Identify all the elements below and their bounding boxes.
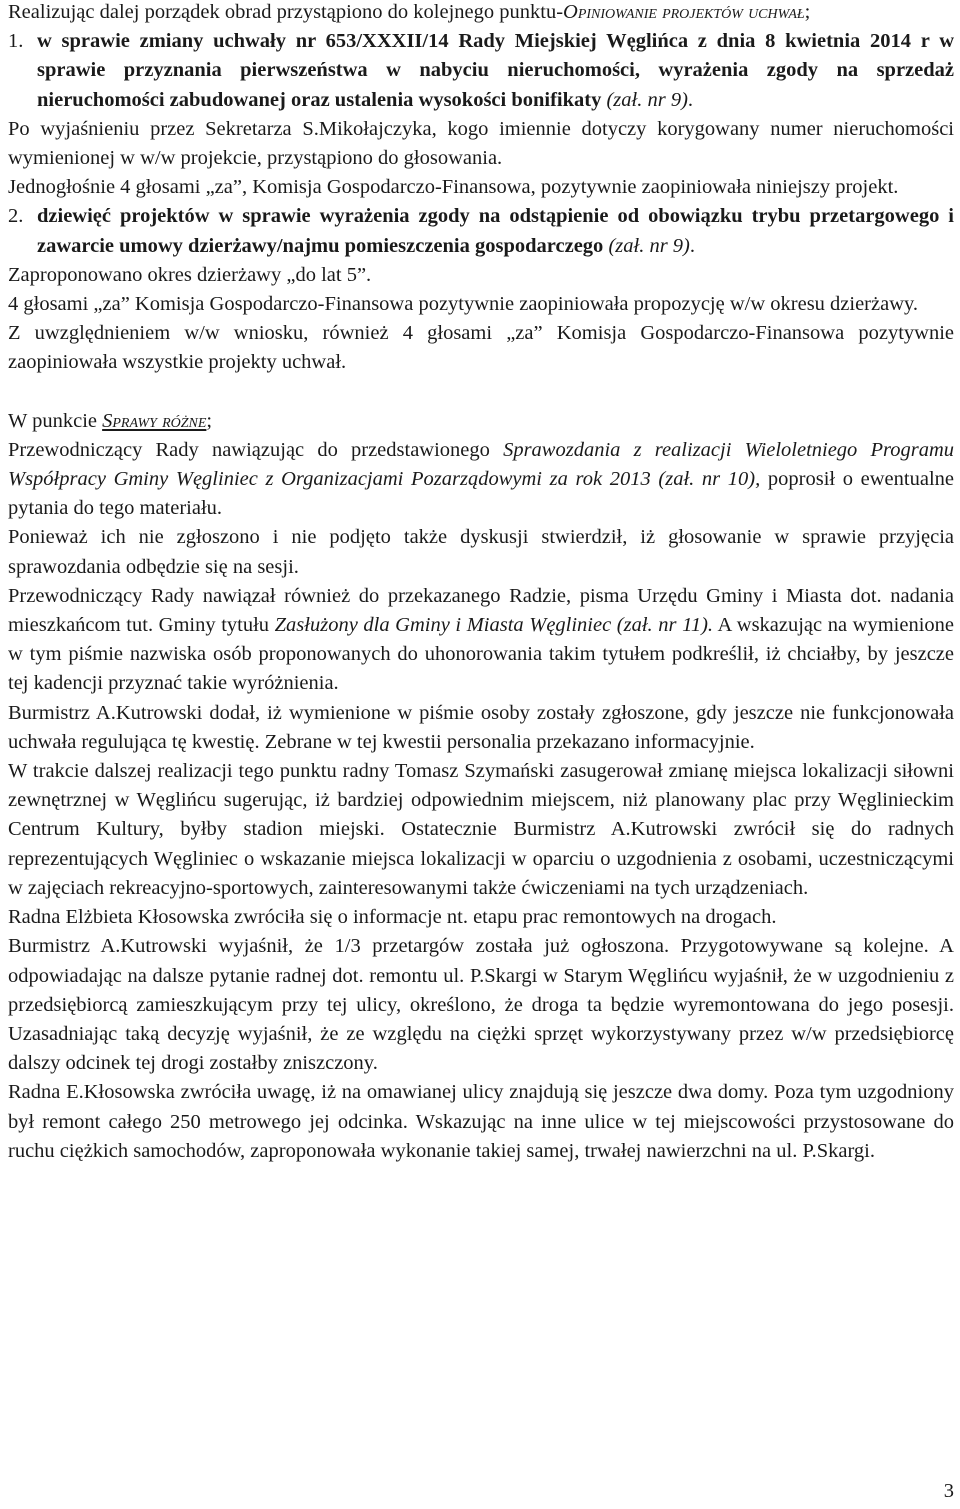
item-end: . [687,88,694,111]
klosowska-paragraph-1: Radna Elżbieta Kłosowska zwróciła się o informacje nt. etapu prac remontowych na drogach. [8,906,777,929]
klosowska-paragraph-2: Radna E.Kłosowska zwróciła uwagę, iż na omawianej ulicy znajdują się jeszcze dwa domy. Poza tym uzgodniony był remont całego 250 metrowego jej odcinka. Wskazując na inne ulice w tej miejscowości przystosowane do ruchu ciężkich samochodów, zaproponowała wykonanie takiej samej, trwałej nawierzchni na ul. P.Skargi. [8,1081,954,1162]
misc-heading [8,407,954,436]
mayor-paragraph-2: Burmistrz A.Kutrowski wyjaśnił, że 1/3 przetargów została już ogłoszona. Przygotowywane są kolejne. A odpowiadając na dalsze pytanie radnej dot. remontu ul. P.Skargi w Starym Węglińcu wyjaśnił, że w uzgodnieniu z przedsiębiorcą zamieszkującym przy tej ulicy, określono, że droga ta będzie wyremontowana do jego posesji. Uzasadniając taką decyzję wyjaśnił, że ze względu na ciężki sprzęt wykorzystywany przez w/w przedsiębiorcę dalszy odcinek tej drogi zostałby zniszczony. [8,935,954,1075]
page-number: 3 [943,1480,954,1502]
report-title: Sprawozdania z realizacji Wieloletniego Programu Współpracy Gminy Węgliniec z Organizacjami Pozarządowymi za rok 2013 (zał. nr 10), [8,438,955,491]
item-end: . [689,234,695,257]
mayor-paragraph-1: Burmistrz A.Kutrowski dodał, iż wymienione w piśmie osoby zostały zgłoszone, gdy jeszcze nie funkcjonowała uchwała regulująca tę kwestię. Zebrane w tej kwestii personalia przekazano informacyjnie. [8,701,954,753]
all-projects-paragraph: Z uwzględnieniem w/w wniosku, również 4 głosami „za” Komisja Gospodarczo-Finansowa pozytywnie zaopiniowała wszystkie projekty uchwał. [8,322,954,374]
section-name: Sprawy różne [102,409,207,432]
attachment-reference: (zał. nr 9) [606,88,688,111]
section-name: Opiniowanie projektów uchwał [563,1,805,23]
four-votes-paragraph: 4 głosami „za” Komisja Gospodarczo-Finansowa pozytywnie zaopiniowała propozycję w/w okresu dzierżawy. [8,293,919,316]
misc-heading-suffix: ; [206,409,213,432]
item-number: 1. [8,30,24,53]
letter-text-end: A wskazując na wymienione w tym piśmie nazwiska osób proponowanych do uhonorowania takim tytułem podkreślił, iż chciałby, by jeszcze tej kadencji przyznać takie wyróżnienia. [8,614,955,695]
agenda-item-2 [8,202,954,260]
letter-paragraph [8,582,954,699]
blank-line [8,378,954,407]
report-text: Przewodniczący Rady nawiązując do przedstawionego [8,438,504,461]
explanation-paragraph: Po wyjaśnieniu przez Sekretarza S.Mikołajczyka, kogo imiennie dotyczy korygowany numer nieruchomości wymienionej w w/w projekcie, przystąpiono do głosowania. [8,117,954,170]
intro-paragraph [8,0,954,27]
report-text-end: poprosił o ewentualne pytania do tego materiału. [8,468,954,520]
lease-term-paragraph: Zaproponowano okres dzierżawy „do lat 5”. [8,263,372,286]
no-questions-paragraph: Ponieważ ich nie zgłoszono i nie podjęto także dyskusji stwierdził, iż głosowanie w sprawie przyjęcia sprawozdania odbędzie się na sesji. [8,526,954,578]
attachment-reference: (zał. nr 9) [608,234,690,257]
agenda-item-1 [8,27,954,115]
item-title: w sprawie zmiany uchwały nr 653/XXXII/14 Rady Miejskiej Węglińca z dnia 8 kwietnia 2014 r w sprawie przyznania pierwszeństwa w nabyciu nieruchomości, wyrażenia zgody na sprzedaż nieruchomości zabudowanej oraz ustalenia wysokości bonifikaty [37,30,954,111]
gym-paragraph: W trakcie dalszej realizacji tego punktu radny Tomasz Szymański zasugerował zmianę miejsca lokalizacji siłowni zewnętrznej w Węglińcu sugerując, iż bardziej odpowiednim miejscem, niż planowany plac przy Węglinieckim Centrum Kultury, byłby stadion miejski. Ostatecznie Burmistrz A.Kutrowski zwrócił się do radnych reprezentujących Węgliniec o wskazanie miejsca lokalizacji w oparciu o uzgodnienia z osobami, uczestniczącymi w zajęciach rekreacyjno-sportowych, zainteresowanymi także ćwiczeniami na tych urządzeniach. [8,760,954,899]
intro-text: Realizując dalej porządek obrad przystąpiono do kolejnego punktu- [8,1,564,23]
item-title: dziewięć projektów w sprawie wyrażenia zgody na odstąpienie od obowiązku trybu przetargowego i zawarcie umowy dzierżawy/najmu pomieszczenia gospodarczego [37,205,954,257]
document-page [8,0,954,1166]
misc-heading-text: W punkcie [8,409,103,432]
chairman-report-paragraph [8,436,954,524]
item-number: 2. [8,205,24,228]
intro-suffix: ; [804,1,811,23]
vote-paragraph: Jednogłośnie 4 głosami „za”, Komisja Gospodarczo-Finansowa, pozytywnie zaopiniowała niniejszy projekt. [8,176,899,199]
letter-text: Przewodniczący Rady nawiązał również do przekazanego Radzie, pisma Urzędu Gminy i Miasta dot. nadania mieszkańcom tut. Gminy tytułu [8,584,954,637]
honorary-title: Zasłużony dla Gminy i Miasta Węgliniec (zał. nr 11). [274,614,714,637]
